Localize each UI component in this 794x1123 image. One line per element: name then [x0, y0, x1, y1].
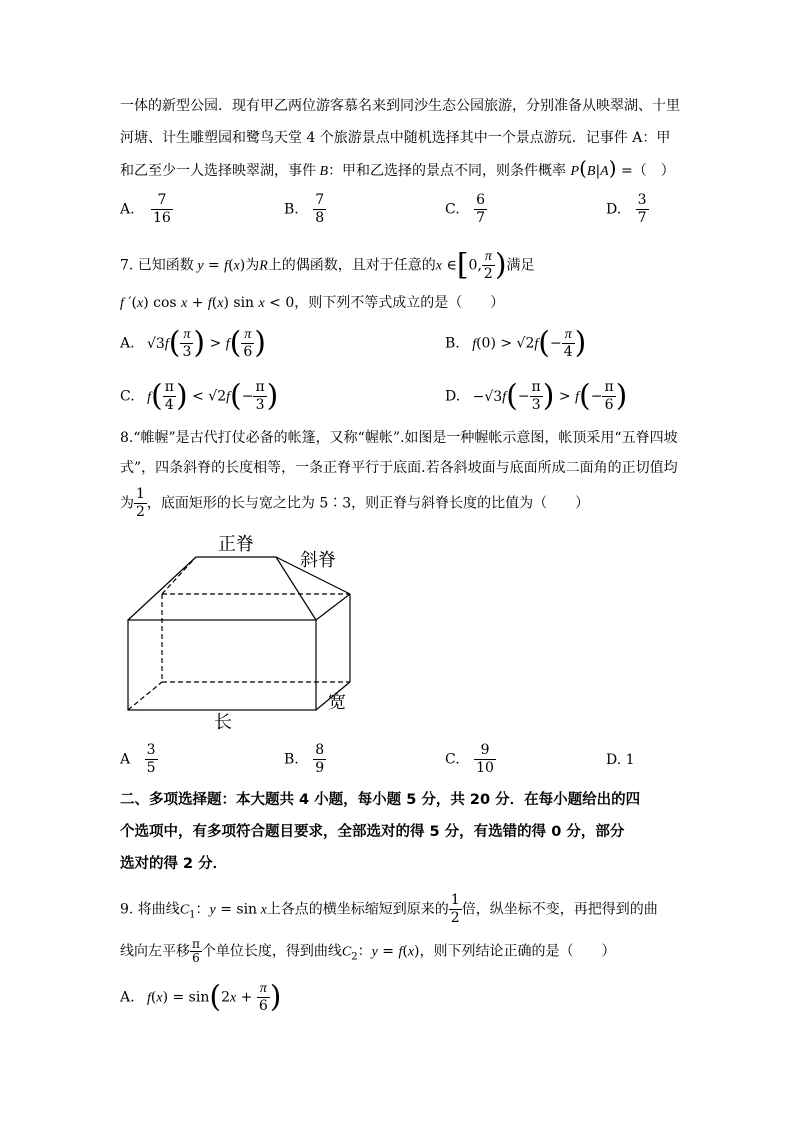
q8-line1: 8.“帷幄”是古代打仗必备的帐篷，又称“幄帐”.如图是一种幄帐示意图，帐顶采用“五脊四坡: [120, 430, 678, 446]
q6-line1: 一体的新型公园．现有甲乙两位游客慕名来到同沙生态公园旅游，分别准备从映翠湖、十里: [120, 98, 680, 114]
slope-label: 斜脊: [300, 550, 336, 571]
q9-option-a[interactable]: A. f(x) = sin(2x + $\frac{\pi}{6}$ ): [120, 979, 282, 1015]
tent-figure: [110, 530, 360, 730]
section2-line3: 选对的得 2 分．: [120, 856, 228, 872]
q6-option-a[interactable]: A. $\frac{7}{16}$: [120, 192, 171, 226]
length-label: 长: [214, 712, 232, 730]
q6-option-c[interactable]: C. $\frac{6}{7}$: [445, 192, 486, 226]
q7-option-a[interactable]: A. √3f( $\frac{\pi}{3}$ ) > f( $\frac{\pi}{6}$ ): [120, 325, 266, 361]
q7-stem: 7. 已知函数 y = f(x)为R上的偶函数，且对于任意的x ∈[0, $\frac{\pi}{2}$ )满足: [120, 247, 535, 283]
section2-line2: 个选项中，有多项符合题目要求，全部选对的得 5 分，有选错的得 0 分，部分: [120, 824, 625, 840]
q6-option-b[interactable]: B. $\frac{7}{8}$: [284, 192, 325, 226]
q6-line3: 和乙至少一人选择映翠湖，事件 B：甲和乙选择的景点不同，则条件概率 P(B|A) =（ ）: [120, 156, 675, 180]
q8-option-c[interactable]: C. $\frac{9}{10}$: [445, 742, 494, 776]
q6-line2: 河塘、计生雕塑园和鹭鸟天堂 4 个旅游景点中随机选择其中一个景点游玩．记事件 A：甲: [120, 130, 671, 146]
q8-line3: 为 $\frac{1}{2}$ ，底面矩形的长与宽之比为 5∶3，则正脊与斜脊长度的比值为（ ）: [120, 486, 590, 520]
q8-option-b[interactable]: B. $\frac{8}{9}$: [284, 742, 325, 776]
q7-option-b[interactable]: B. f(0) > √2f(− $\frac{\pi}{4}$ ): [445, 325, 587, 361]
q7-condition: f ′(x) cos x + f(x) sin x < 0，则下列不等式成立的是（ ）: [120, 295, 505, 311]
q8-option-a[interactable]: A $\frac{3}{5}$: [120, 742, 156, 776]
ridge-label: 正脊: [218, 534, 254, 555]
q9-line1: 9. 将曲线$C_1$：y = sin x上各点的横坐标缩短到原来的 $\frac{1}{2}$ 倍，纵坐标不变，再把得到的曲: [120, 892, 658, 926]
q6-option-d[interactable]: D. $\frac{3}{7}$: [606, 192, 647, 226]
q8-option-d[interactable]: D. 1: [606, 752, 635, 768]
width-label: 宽: [328, 692, 346, 713]
q7-option-d[interactable]: D. −√3f(− $\frac{\pi}{3}$ ) > f(− $\frac{\pi}{6}$ ): [445, 378, 628, 414]
section2-line1: 二、多项选择题：本大题共 4 小题，每小题 5 分，共 20 分．在每小题给出的四: [120, 792, 641, 808]
q9-line2: 线向左平移 $\frac{\pi}{6}$ 个单位长度，得到曲线$C_2$：y = f(x)，则下列结论正确的是（ ）: [120, 937, 616, 965]
q7-option-c[interactable]: C. f( $\frac{\pi}{4}$ ) < √2f(− $\frac{\pi}{3}$ ): [120, 378, 279, 414]
q8-line2: 式”，四条斜脊的长度相等，一条正脊平行于底面.若各斜坡面与底面所成二面角的正切值均: [120, 460, 678, 476]
